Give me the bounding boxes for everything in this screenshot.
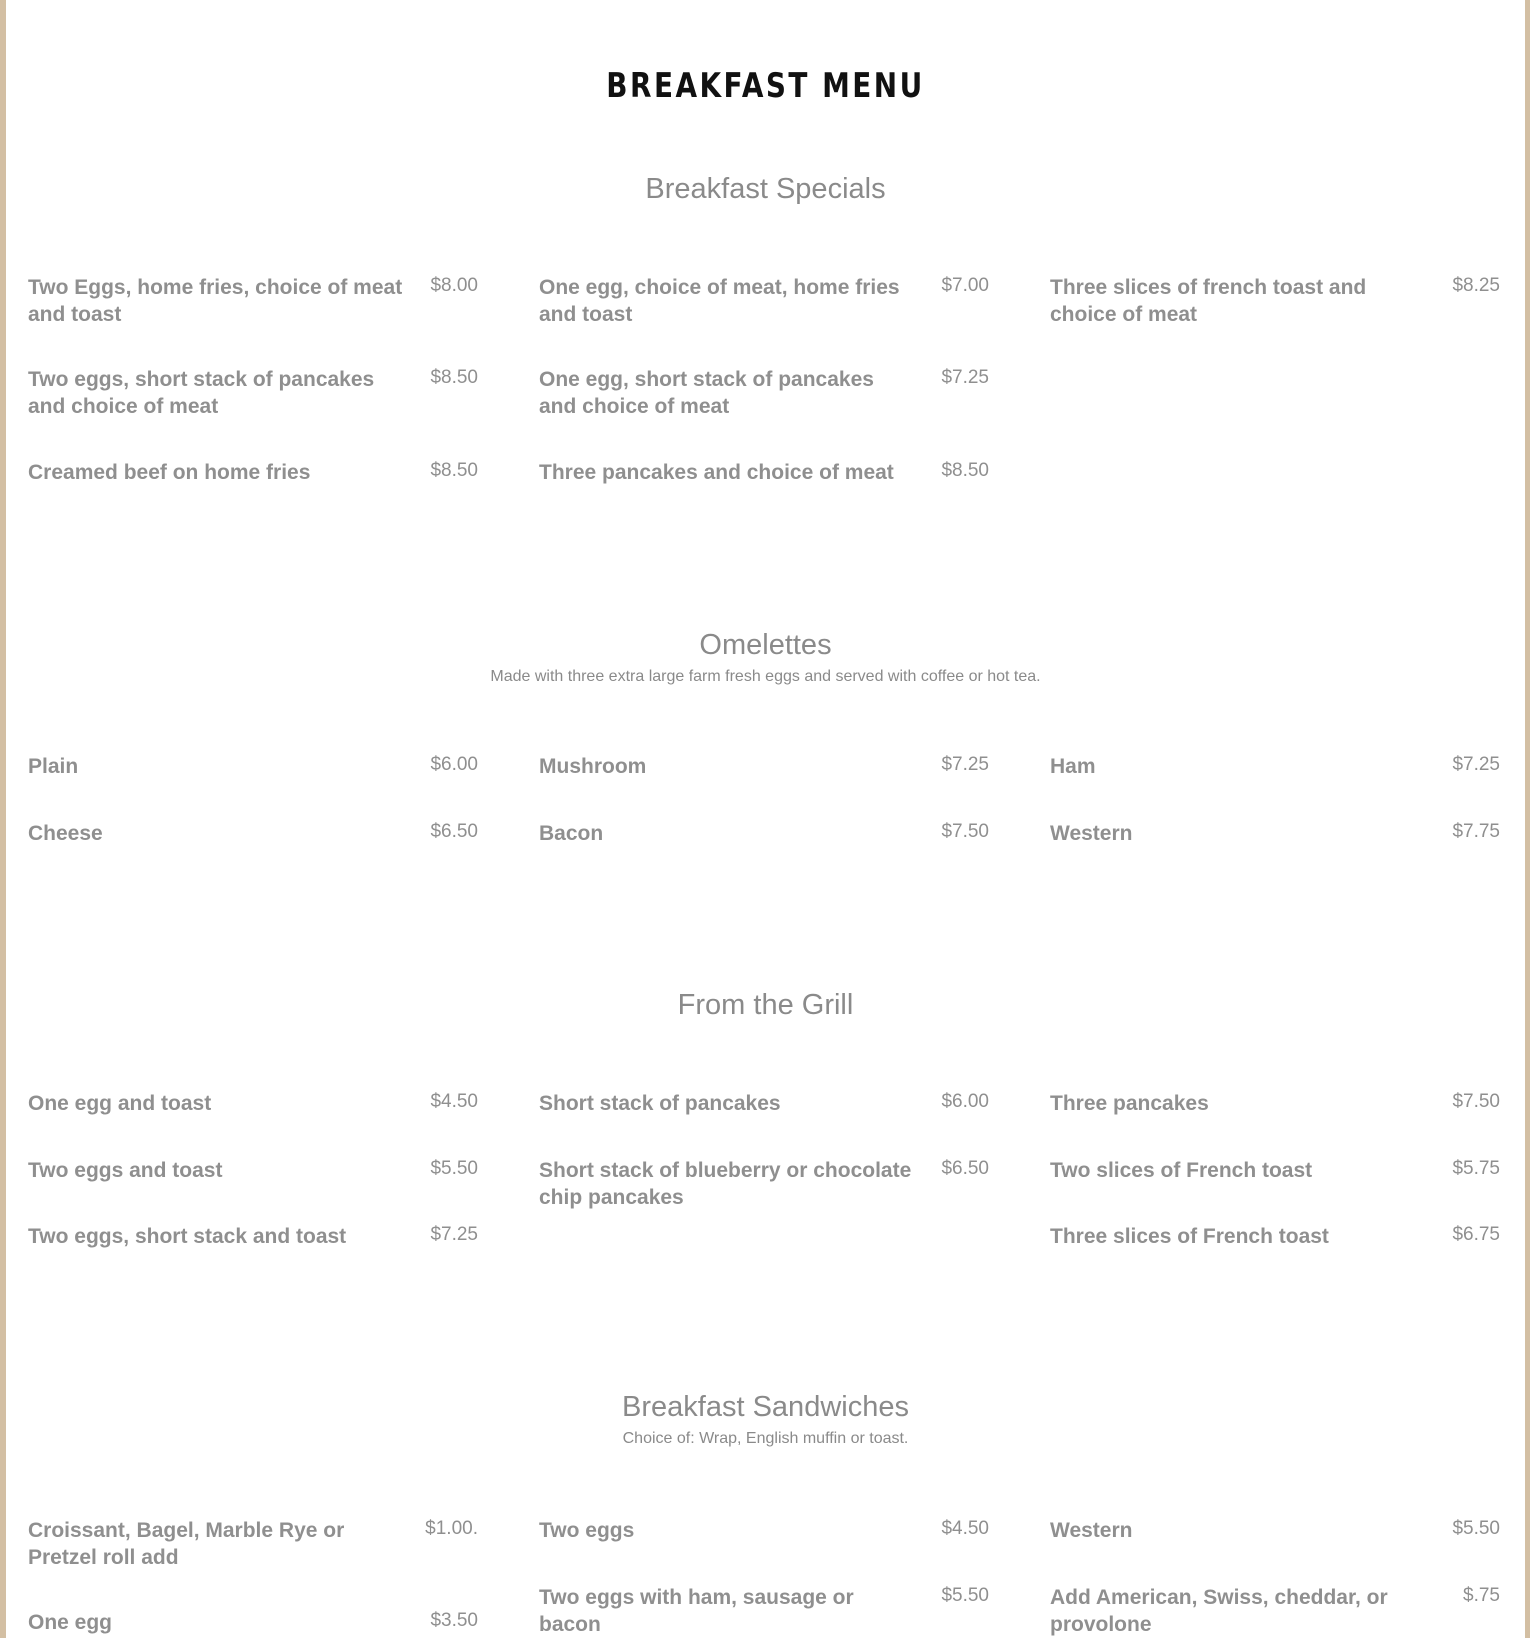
menu-title: BREAKFAST MENU — [606, 66, 925, 106]
menu-item — [28, 274, 478, 328]
menu-item — [28, 1157, 478, 1184]
item-price: $8.25 — [1452, 275, 1500, 296]
menu-item — [539, 1090, 989, 1117]
item-price: $8.50 — [430, 367, 478, 388]
item-price: $6.00 — [941, 1091, 989, 1112]
item-price: $.75 — [1463, 1585, 1500, 1606]
item-price: $7.25 — [1452, 754, 1500, 775]
section-breakfast-sandwiches — [6, 1390, 1525, 1448]
item-name: Two eggs, short stack of pancakes and choice of meat — [28, 368, 375, 418]
item-price: $1.00. — [425, 1518, 478, 1539]
item-price: $4.50 — [430, 1091, 478, 1112]
item-name: Add American, Swiss, cheddar, or provolone — [1050, 1586, 1388, 1636]
menu-item — [539, 1157, 989, 1211]
item-name: Two eggs with ham, sausage or bacon — [539, 1586, 854, 1636]
item-name: Croissant, Bagel, Marble Rye or Pretzel roll add — [28, 1519, 345, 1569]
menu-item — [539, 1517, 989, 1544]
item-price: $8.50 — [430, 460, 478, 481]
item-name: Two Eggs, home fries, choice of meat and toast — [28, 276, 403, 326]
section-title: From the Grill — [677, 989, 854, 1021]
section-from-the-grill — [6, 988, 1525, 1023]
item-price: $5.75 — [1452, 1158, 1500, 1179]
menu-item — [28, 820, 478, 847]
item-name: Short stack of pancakes — [539, 1092, 781, 1115]
section-title: Breakfast Sandwiches — [622, 1391, 909, 1423]
item-name: Western — [1050, 1519, 1133, 1542]
menu-item — [1050, 1090, 1500, 1117]
item-name: Three pancakes — [1050, 1092, 1209, 1115]
item-price: $3.50 — [430, 1610, 478, 1631]
menu-item — [539, 366, 989, 420]
item-name: Two eggs, short stack and toast — [28, 1225, 347, 1248]
item-name: One egg — [28, 1611, 113, 1634]
item-name: Two slices of French toast — [1050, 1159, 1313, 1182]
menu-item — [1050, 1517, 1500, 1544]
item-price: $6.50 — [941, 1158, 989, 1179]
item-price: $7.25 — [941, 754, 989, 775]
menu-item — [539, 274, 989, 328]
item-price: $7.75 — [1452, 821, 1500, 842]
menu-item — [1050, 753, 1500, 780]
menu-item — [1050, 274, 1500, 328]
item-name: One egg, choice of meat, home fries and toast — [539, 276, 900, 326]
item-price: $7.50 — [941, 821, 989, 842]
item-name: Plain — [28, 755, 79, 778]
section-subtitle: Made with three extra large farm fresh eggs and served with coffee or hot tea. — [490, 667, 1041, 685]
menu-item — [1050, 1584, 1500, 1638]
menu-item — [28, 1517, 478, 1571]
menu-item — [539, 1584, 989, 1638]
menu-item — [1050, 1157, 1500, 1184]
item-name: One egg, short stack of pancakes and choice of meat — [539, 368, 874, 418]
item-price: $6.50 — [430, 821, 478, 842]
menu-item — [28, 1609, 478, 1636]
item-name: Bacon — [539, 822, 604, 845]
menu-item — [539, 820, 989, 847]
item-price: $7.00 — [941, 275, 989, 296]
menu-item — [28, 753, 478, 780]
item-name: Cheese — [28, 822, 103, 845]
item-name: Mushroom — [539, 755, 647, 778]
menu-item — [28, 1223, 478, 1250]
item-name: Ham — [1050, 755, 1096, 778]
item-name: Western — [1050, 822, 1133, 845]
item-price: $5.50 — [430, 1158, 478, 1179]
item-price: $7.25 — [941, 367, 989, 388]
menu-page — [6, 0, 1525, 1638]
menu-item — [1050, 820, 1500, 847]
item-name: Short stack of blueberry or chocolate chip pancakes — [539, 1159, 912, 1209]
item-price: $6.75 — [1452, 1224, 1500, 1245]
item-name: Two eggs — [539, 1519, 635, 1542]
section-title: Breakfast Specials — [645, 173, 886, 205]
item-price: $7.50 — [1452, 1091, 1500, 1112]
menu-item — [539, 753, 989, 780]
section-subtitle: Choice of: Wrap, English muffin or toast. — [622, 1429, 909, 1447]
section-omelettes — [6, 628, 1525, 686]
item-price: $4.50 — [941, 1518, 989, 1539]
menu-item — [28, 366, 478, 420]
menu-item — [28, 459, 478, 486]
item-price: $8.00 — [430, 275, 478, 296]
menu-item — [1050, 1223, 1500, 1250]
item-price: $6.00 — [430, 754, 478, 775]
item-name: Three slices of french toast and choice of meat — [1050, 276, 1367, 326]
item-name: Three pancakes and choice of meat — [539, 461, 894, 484]
section-breakfast-specials — [6, 172, 1525, 207]
item-name: Two eggs and toast — [28, 1159, 223, 1182]
item-price: $5.50 — [941, 1585, 989, 1606]
item-price: $7.25 — [430, 1224, 478, 1245]
item-price: $8.50 — [941, 460, 989, 481]
item-name: Three slices of French toast — [1050, 1225, 1329, 1248]
item-price: $5.50 — [1452, 1518, 1500, 1539]
menu-item — [28, 1090, 478, 1117]
item-name: One egg and toast — [28, 1092, 212, 1115]
section-title: Omelettes — [699, 629, 832, 661]
item-name: Creamed beef on home fries — [28, 461, 311, 484]
menu-item — [539, 459, 989, 486]
